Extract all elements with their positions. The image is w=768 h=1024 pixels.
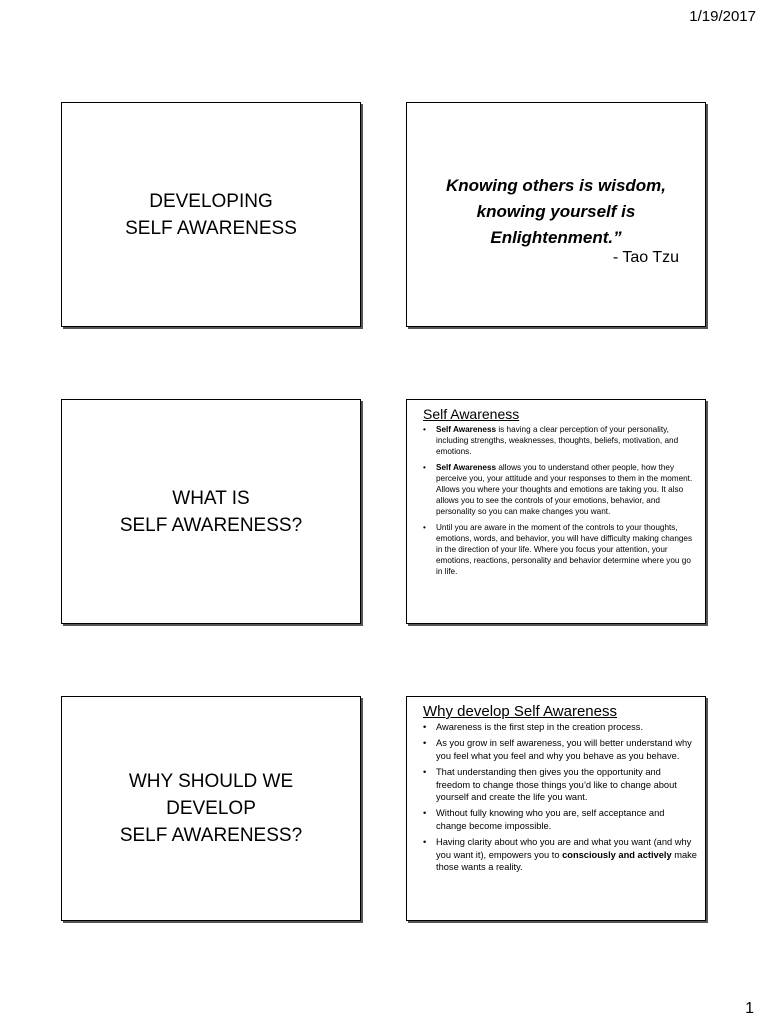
slide-why-develop (406, 696, 706, 921)
title-line: DEVELOPING (149, 190, 273, 212)
slide-title-text (62, 697, 360, 920)
bullet-text: Until you are aware in the moment of the controls to your thoughts, emotions, words, and behavior, you will have difficulty making changes in the direction of your life. Where you focus your attention, your emotions, reactions, personality and behavior determine where you go in life. (436, 522, 693, 577)
quote-text (407, 173, 705, 251)
header-date: 1/19/2017 (689, 8, 756, 25)
bullet-bold: consciously and actively (562, 849, 672, 860)
bullet-text: Without fully knowing who you are, self acceptance and change become impossible. (436, 808, 665, 831)
bullet-item (423, 522, 697, 578)
title-line: WHAT IS (172, 487, 250, 509)
slide-self-awareness (406, 399, 706, 624)
slide-title-text (62, 400, 360, 623)
title-line: WHY SHOULD WE (128, 771, 294, 792)
slide-title-what-is (61, 399, 361, 624)
bullet-text: make those wants a reality. (436, 849, 697, 873)
title-line: DEVELOP (166, 798, 256, 819)
bullet-text: Having clarity about who you are and what you want (and why you want it), empowers you to (436, 837, 692, 860)
bullet-text: allows you to understand other people, how they perceive you, your attitude and your responses to them in the moment. Allows you where your thoughts and emotions are taking you. It also allows you to see the controls of your emotions, behavior, and personality so you can make changes you want. (436, 462, 693, 517)
bullet-text: Awareness is the first step in the creation process. (436, 722, 644, 732)
page-number: 1 (745, 1000, 754, 1017)
quote-author: - Tao Tzu (612, 249, 679, 266)
bullet-item (423, 424, 697, 458)
bullet-text: As you grow in self awareness, you will better understand why you feel what you feel and why you behave as you behave. (436, 738, 692, 761)
bullet-bold: Self Awareness (436, 462, 497, 472)
quote-line: knowing yourself is (476, 202, 636, 221)
bullet-item (423, 766, 697, 803)
slide-heading: Self Awareness (423, 406, 520, 422)
bullet-item (423, 807, 697, 832)
slide-heading: Why develop Self Awareness (423, 703, 617, 720)
title-line: SELF AWARENESS (125, 217, 297, 239)
title-line: SELF AWARENESS? (119, 514, 303, 536)
slide-title-developing (61, 102, 361, 327)
bullet-item (423, 721, 697, 733)
slide-title-why-should (61, 696, 361, 921)
bullet-list (423, 424, 697, 578)
slide-quote (406, 102, 706, 327)
bullet-item (423, 836, 697, 873)
bullet-text: That understanding then gives you the opportunity and freedom to change those things you’d like to change about yourself and create the life you want. (436, 767, 677, 803)
title-line: SELF AWARENESS? (119, 825, 303, 846)
slide-title-text (62, 103, 360, 326)
bullet-text: is having a clear perception of your personality, including strengths, weaknesses, thoughts, beliefs, motivation, and emotions. (436, 425, 679, 457)
bullet-list (423, 721, 697, 873)
bullet-item (423, 737, 697, 762)
quote-line: Knowing others is wisdom, (445, 176, 667, 195)
quote-line: Enlightenment.” (490, 228, 622, 247)
bullet-bold: Self Awareness (436, 425, 497, 434)
bullet-item (423, 462, 697, 518)
